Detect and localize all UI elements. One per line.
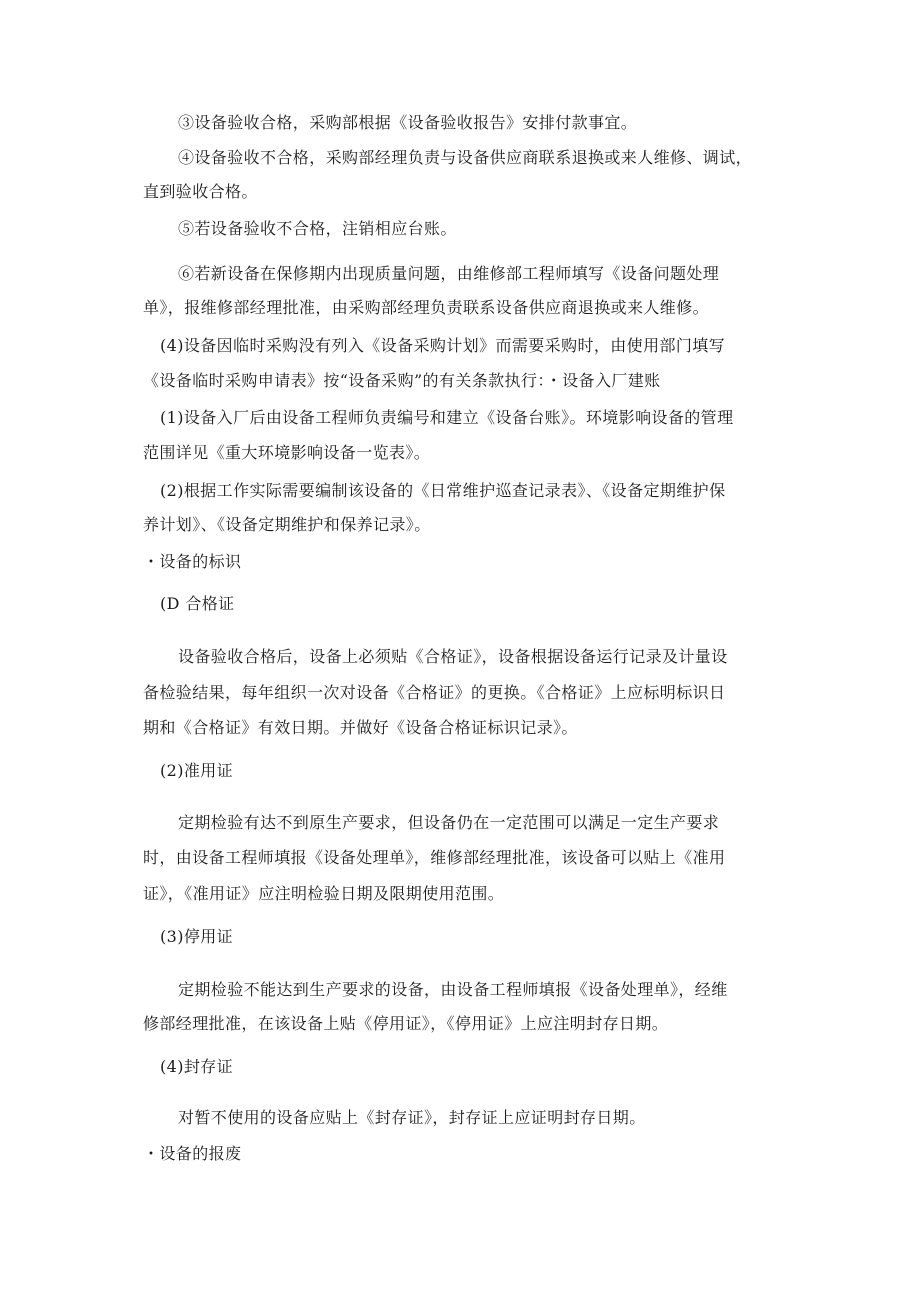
paragraph-line: 时，由设备工程师填报《设备处理单》，维修部经理批准，该设备可以贴上《准用	[143, 848, 726, 867]
paragraph-line: ⑤若设备验收不合格，注销相应台账。	[178, 219, 457, 238]
paragraph-line: ③设备验收合格，采购部根据《设备验收报告》安排付款事宜。	[178, 113, 638, 132]
paragraph-line: 养计划》、《设备定期维护和保养记录》。	[143, 515, 431, 534]
subsection-heading: (D 合格证	[160, 594, 235, 613]
paragraph-line: 证》，《准用证》应注明检验日期及限期使用范围。	[143, 884, 505, 903]
subsection-heading: (3)停用证	[160, 927, 234, 946]
paragraph-line: 范围详见《重大环境影响设备一览表》。	[143, 443, 431, 462]
paragraph-line: 设备验收合格后，设备上必须贴《合格证》，设备根据设备运行记录及计量设	[178, 647, 728, 666]
paragraph-line: 直到验收合格。	[143, 182, 258, 201]
section-heading: ・设备的报废	[143, 1144, 242, 1163]
paragraph-line: 备检验结果，每年组织一次对设备《合格证》的更换。《合格证》上应标明标识日	[143, 683, 726, 702]
paragraph-line: ④设备验收不合格，采购部经理负责与设备供应商联系退换或来人维修、调试，	[178, 148, 753, 167]
paragraph-line: 修部经理批准，在该设备上贴《停用证》，《停用证》上应注明封存日期。	[143, 1014, 669, 1033]
paragraph-line: (2)根据工作实际需要编制该设备的《日常维护巡查记录表》、《设备定期维护保	[160, 481, 726, 500]
paragraph-line: (4)设备因临时采购没有列入《设备采购计划》而需要采购时，由使用部门填写	[160, 336, 726, 355]
paragraph-line: ⑥若新设备在保修期内出现质量问题，由维修部工程师填写《设备问题处理	[178, 264, 720, 283]
subsection-heading: (4)封存证	[160, 1057, 234, 1076]
paragraph-line: 对暂不使用的设备应贴上《封存证》，封存证上应证明封存日期。	[178, 1108, 646, 1127]
paragraph-line: 期和《合格证》有效日期。并做好《设备合格证标识记录》。	[143, 718, 578, 737]
paragraph-line: 定期检验有达不到原生产要求，但设备仍在一定范围可以满足一定生产要求	[178, 813, 720, 832]
subsection-heading: (2)准用证	[160, 761, 234, 780]
paragraph-line: 定期检验不能达到生产要求的设备，由设备工程师填报《设备处理单》，经维	[178, 980, 728, 999]
paragraph-line: (1)设备入厂后由设备工程师负责编号和建立《设备台账》。环境影响设备的管理	[160, 408, 734, 427]
paragraph-line: 单》，报维修部经理批准，由采购部经理负责联系设备供应商退换或来人维修。	[143, 298, 710, 317]
paragraph-line: 《设备临时采购申请表》按“设备采购”的有关条款执行：・设备入厂建账	[143, 371, 661, 390]
section-heading: ・设备的标识	[143, 552, 242, 571]
